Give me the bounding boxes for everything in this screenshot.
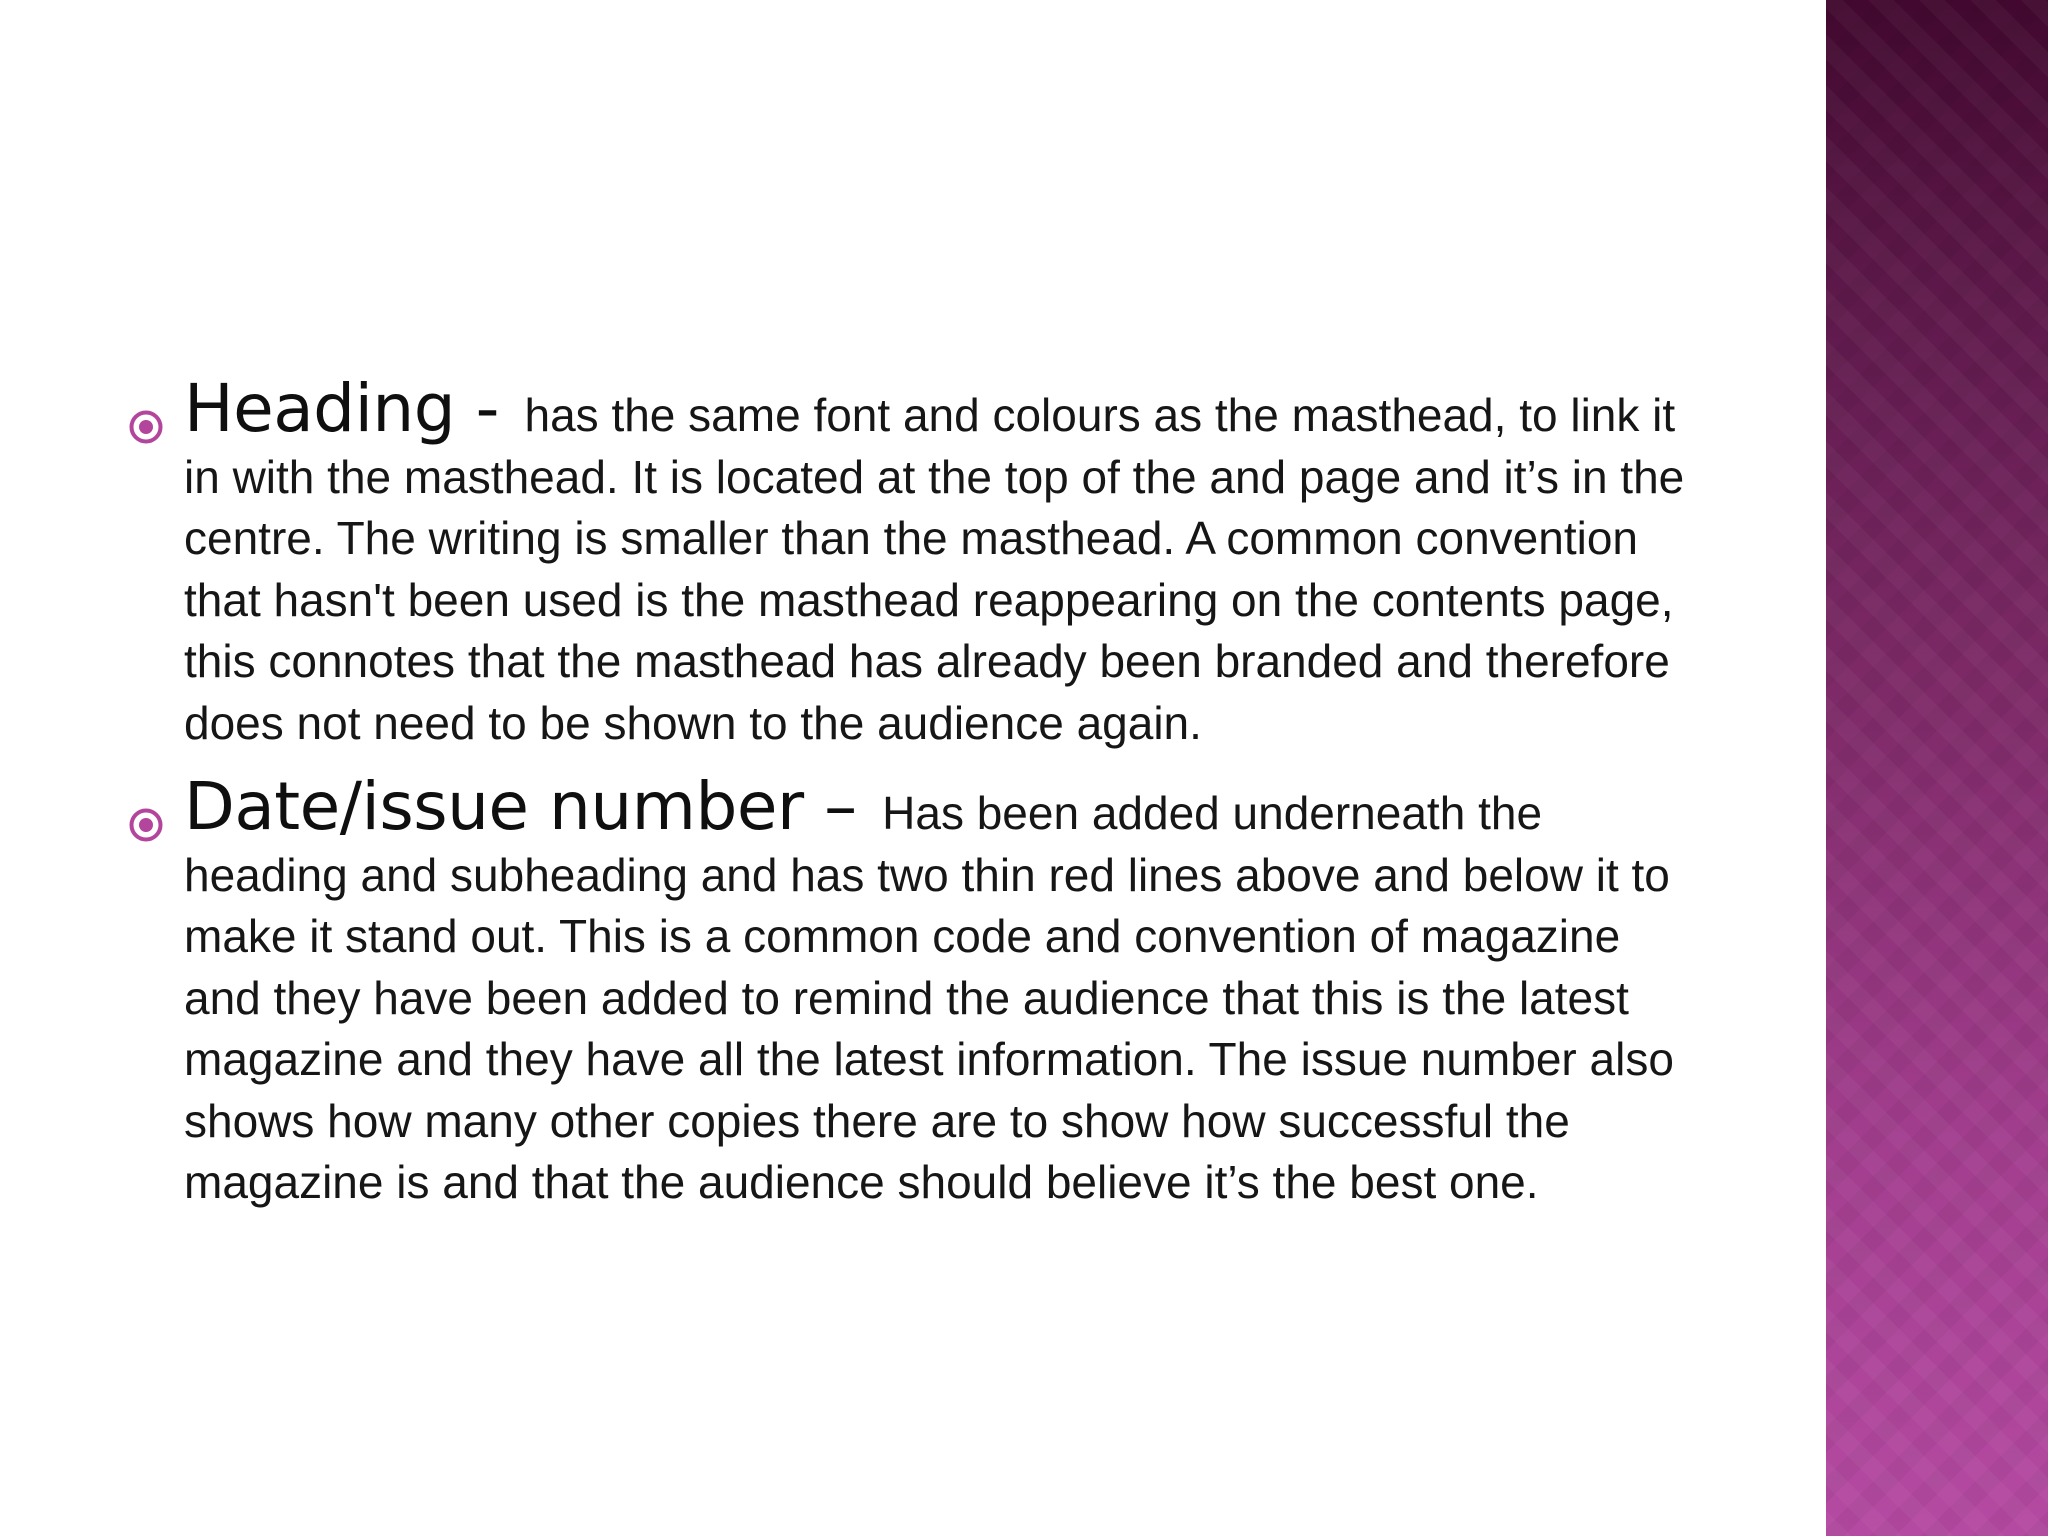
bullet-heading-term: Heading - <box>184 370 499 447</box>
bullet-date-issue <box>128 768 1688 1214</box>
bullet-date-issue-body: Has been added underneath the heading and subheading and has two thin red lines above and below it to make it stand out. This is a common code and convention of magazine and they have been added to remind the audience that this is the latest magazine and they have all the latest information. The issue number also shows how many other copies there are to show how successful the magazine is and that the audience should believe it’s the best one. <box>184 787 1674 1208</box>
bullet-date-issue-term: Date/issue number – <box>184 768 857 845</box>
side-bar-pattern <box>1826 0 2048 1536</box>
bullet-heading-body: has the same font and colours as the masthead, to link it in with the masthead. It is located at the top of the and page and it’s in the centre. The writing is smaller than the masthead. A common convention that hasn't been used is the masthead reappearing on the contents page, this connotes that the masthead has already been branded and therefore does not need to be shown to the audience again. <box>184 389 1685 749</box>
bullet-date-issue-text <box>184 768 1688 1214</box>
circled-dot-bullet-icon <box>128 409 164 445</box>
bullet-list <box>128 370 1688 1236</box>
bullet-heading <box>128 370 1688 754</box>
decorative-side-bar <box>1826 0 2048 1536</box>
circled-dot-bullet-icon <box>128 807 164 843</box>
bullet-heading-text <box>184 370 1688 754</box>
